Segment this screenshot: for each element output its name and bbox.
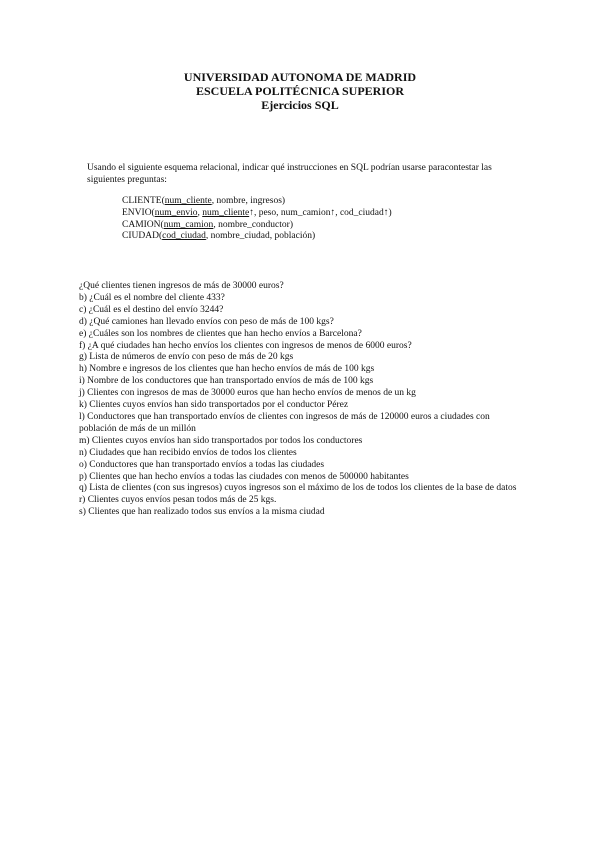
- question-item: i) Nombre de los conductores que han transportado envíos de más de 100 kgs: [79, 376, 374, 387]
- question-item: q) Lista de clientes (con sus ingresos) cuyos ingresos son el máximo de los de todos los clientes de la base de datos: [79, 483, 517, 494]
- primary-key: num_envio: [154, 207, 198, 218]
- question-list: [79, 281, 529, 519]
- question-item: s) Clientes que han realizado todos sus envíos a la misma ciudad: [79, 507, 325, 518]
- table-name: CIUDAD(: [122, 231, 163, 242]
- question-item: e) ¿Cuáles son los nombres de clientes que han hecho envíos a Barcelona?: [79, 328, 362, 339]
- question-item: n) Ciudades que han recibido envíos de todos los clientes: [79, 447, 297, 458]
- question-item: c) ¿Cuál es el destino del envío 3244?: [79, 304, 224, 315]
- schema-cliente: [122, 196, 482, 208]
- table-attributes: , nombre_ciudad, población): [205, 231, 316, 242]
- separator: ,: [197, 207, 203, 218]
- table-name: CLIENTE(: [122, 196, 165, 206]
- university-title: UNIVERSIDAD AUTONOMA DE MADRID: [183, 70, 417, 84]
- question-item: h) Nombre e ingresos de los clientes que han hecho envíos de más de 100 kgs: [79, 364, 375, 375]
- table-attributes: , nombre, ingresos): [211, 196, 286, 206]
- question-item: r) Clientes cuyos envíos pesan todos más de 25 kgs.: [79, 495, 277, 506]
- document-header: [0, 70, 600, 112]
- table-attributes: , nombre_conductor): [213, 219, 293, 230]
- question-item: f) ¿A qué ciudades han hecho envíos los clientes con ingresos de menos de 6000 euros?: [79, 340, 412, 351]
- question-item: k) Clientes cuyos envíos han sido transportados por el conductor Pérez: [79, 400, 349, 411]
- schema-envio: [122, 208, 482, 220]
- question-item: m) Clientes cuyos envíos han sido transportados por todos los conductores: [79, 435, 363, 446]
- question-item: o) Conductores que han transportado envíos a todas las ciudades: [79, 459, 325, 470]
- question-item: g) Lista de números de envío con peso de más de 20 kgs: [79, 352, 294, 363]
- table-name: ENVIO(: [122, 207, 155, 218]
- exercise-title: Ejercicios SQL: [261, 98, 339, 112]
- question-item: ¿Qué clientes tienen ingresos de más de 30000 euros?: [79, 281, 284, 291]
- intro-paragraph: Usando el siguiente esquema relacional, indicar qué instrucciones en SQL podrían usarse paracontestar las siguientes preguntas:: [87, 163, 492, 185]
- question-item: j) Clientes con ingresos de mas de 30000 euros que han hecho envíos de menos de un kg: [79, 388, 416, 399]
- primary-key: num_cliente: [164, 196, 212, 206]
- question-item: l) Conductores que han transportado envíos de clientes con ingresos de más de 120000 euros a ciudades con población de más de un millón: [79, 411, 490, 434]
- primary-key: cod_ciudad: [162, 231, 206, 242]
- table-attributes: ↑, peso, num_camion↑, cod_ciudad↑): [249, 207, 392, 218]
- question-item: d) ¿Qué camiones han llevado envíos con peso de más de 100 kgs?: [79, 316, 334, 327]
- schema-camion: [122, 220, 482, 232]
- school-title: ESCUELA POLITÉCNICA SUPERIOR: [195, 84, 405, 98]
- question-item: p) Clientes que han hecho envíos a todas las ciudades con menos de 500000 habitantes: [79, 471, 409, 482]
- question-item: b) ¿Cuál es el nombre del cliente 433?: [79, 292, 225, 303]
- primary-key: num_camion: [163, 219, 214, 230]
- table-name: CAMION(: [122, 219, 164, 230]
- schema-ciudad: [122, 231, 482, 243]
- primary-key: num_cliente: [202, 207, 250, 218]
- relational-schema: [122, 196, 482, 243]
